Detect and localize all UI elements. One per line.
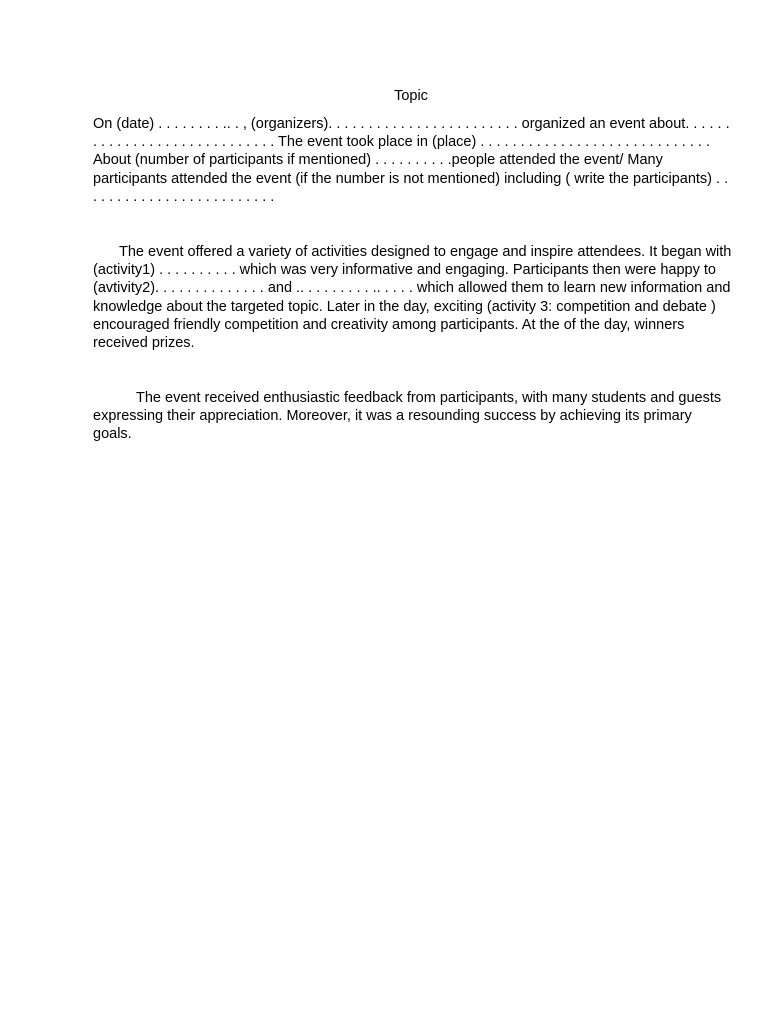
paragraph-activities: The event offered a variety of activities designed to engage and inspire attendees. It began with (activity1) . . . . . . . . . . which was very informative and engaging. Participants then were happy to (avtivity2). . . . . . . . . . . . . . and .. . . . . . . . . .. . . . . which allowed them to learn new information and knowledge about the targeted topic. Later in the day, exciting (activity 3: competition and debate ) encouraged friendly competition and creativity among participants. At the of the day, winners received prizes. [93,244,732,352]
document-title: Topic [394,88,428,104]
paragraph-event-details: On (date) . . . . . . . . .. . , (organizers). . . . . . . . . . . . . . . . . . . . . . . . organized an event about. . . . . . . . . . . . . . . . . . . . . . . . . . . . . The event took place in (place) . . . . . . . . . . . . . . . . . . . . . . . . . . . . . About (number of participants if mentioned) . . . . . . . . . .people attended the event/ Many participants attended the event (if the number is not mentioned) including ( write the participants) . . . . . . . . . . . . . . . . . . . . . . . . . [93,116,730,205]
paragraph-feedback: The event received enthusiastic feedback from participants, with many students and guests expressing their appreciation. Moreover, it was a resounding success by achieving its primary goals. [93,390,722,443]
